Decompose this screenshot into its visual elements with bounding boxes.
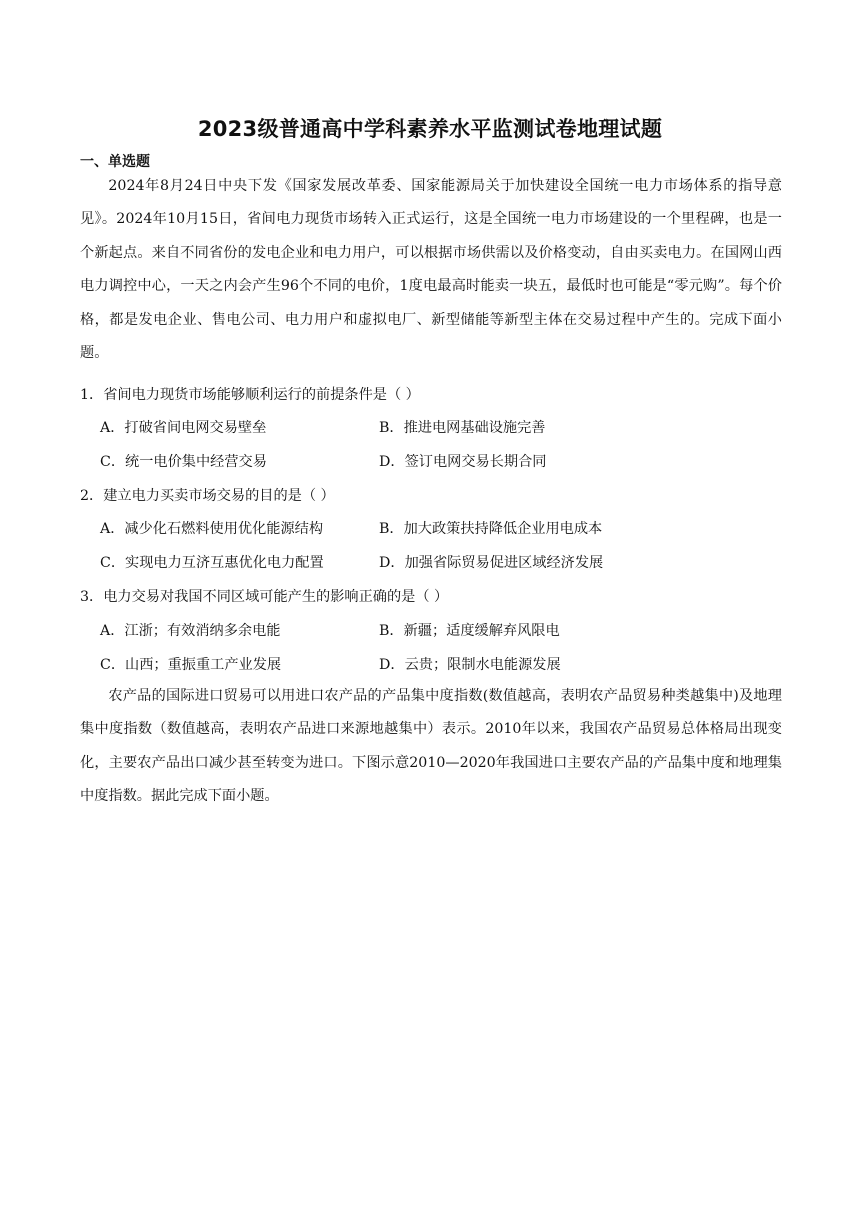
question-3-stem: 3．电力交易对我国不同区域可能产生的影响正确的是（ ） xyxy=(80,589,449,605)
question-1-option-a: A．打破省间电网交易壁垒 xyxy=(100,420,267,436)
question-3-option-b: B．新疆；适度缓解弃风限电 xyxy=(379,623,560,639)
question-1-option-c: C．统一电价集中经营交易 xyxy=(100,454,267,470)
reading-passage-2: 农产品的国际进口贸易可以用进口农产品的产品集中度指数(数值越高，表明农产品贸易种类越集中)及地理集中度指数（数值越高，表明农产品进口来源地越集中）表示。2010年以来，我国农产品贸易总体格局出现变化，主要农产品出口减少甚至转变为进口。下图示意2010—2020年我国进口主要农产品的产品集中度和地理集中度指数。据此完成下面小题。 xyxy=(80,688,782,805)
section-heading: 一、单选题 xyxy=(80,154,150,170)
question-2-option-a: A．减少化石燃料使用优化能源结构 xyxy=(100,521,324,537)
question-3-option-a: A．江浙；有效消纳多余电能 xyxy=(100,623,281,639)
question-1-option-d: D．签订电网交易长期合同 xyxy=(379,454,547,470)
question-1-stem: 1．省间电力现货市场能够顺利运行的前提条件是（ ） xyxy=(80,387,420,403)
page-title: 2023级普通高中学科素养水平监测试卷地理试题 xyxy=(197,117,663,141)
question-3-option-c: C．山西；重振重工产业发展 xyxy=(100,657,282,673)
reading-passage-1: 2024年8月24日中央下发《国家发展改革委、国家能源局关于加快建设全国统一电力市场体系的指导意见》。2024年10月15日，省间电力现货市场转入正式运行，这是全国统一电力市场建设的一个里程碑，也是一个新起点。来自不同省份的发电企业和电力用户，可以根据市场供需以及价格变动，自由买卖电力。在国网山西电力调控中心，一天之内会产生96个不同的电价，1度电最高时能卖一块五，最低时也可能是“零元购”。每个价格，都是发电企业、售电公司、电力用户和虚拟电厂、新型储能等新型主体在交易过程中产生的。完成下面小题。 xyxy=(80,178,782,362)
question-2-option-c: C．实现电力互济互惠优化电力配置 xyxy=(100,555,324,571)
question-2-option-b: B．加大政策扶持降低企业用电成本 xyxy=(379,521,603,537)
question-3-option-d: D．云贵；限制水电能源发展 xyxy=(379,657,561,673)
question-1-option-b: B．推进电网基础设施完善 xyxy=(379,420,546,436)
question-2-option-d: D．加强省际贸易促进区域经济发展 xyxy=(379,555,604,571)
question-2-stem: 2．建立电力买卖市场交易的目的是（ ） xyxy=(80,488,335,504)
